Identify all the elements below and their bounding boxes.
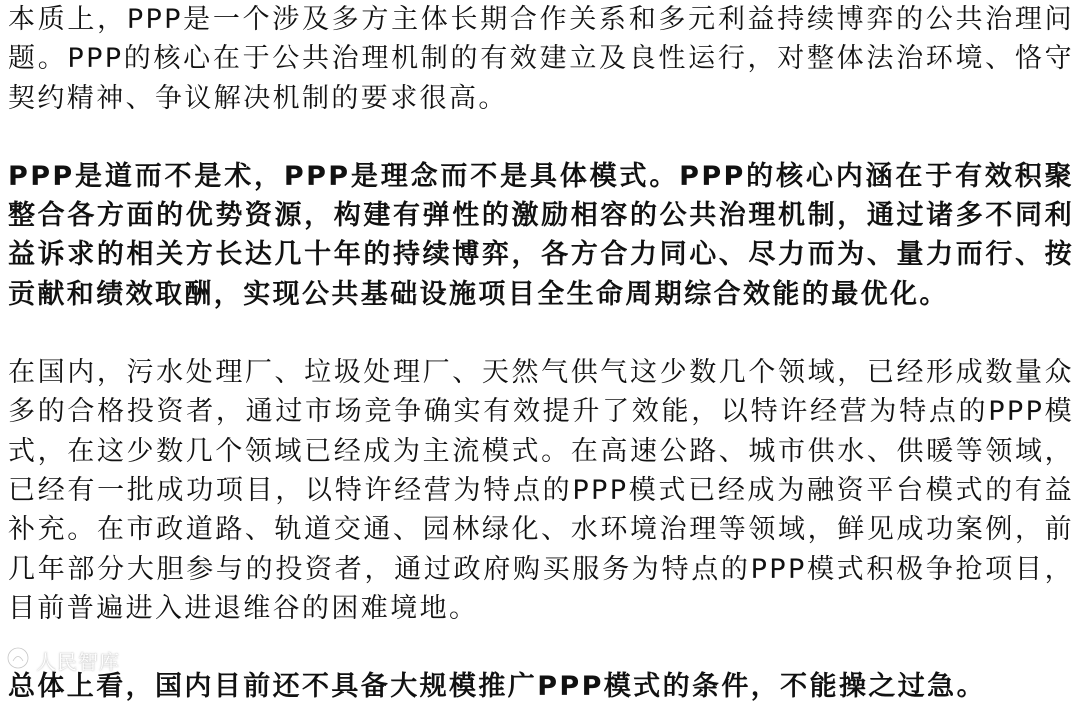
- paragraph-spacer: [8, 628, 1074, 667]
- paragraph-4: 总体上看，国内目前还不具备大规模推广PPP模式的条件，不能操之过急。: [8, 671, 986, 703]
- paragraph-2: PPP是道而不是术，PPP是理念而不是具体模式。PPP的核心内涵在于有效积聚整合各方面的优势资源，构建有弹性的激励相容的公共治理机制，通过诸多不同利益诉求的相关方长达几十年的持续博弈，各方合力同心、尽力而为、量力而行、按贡献和绩效取酬，实现公共基础设施项目全生命周期综合效能的最优化。: [8, 160, 1074, 310]
- paragraph-3: 在国内，污水处理厂、垃圾处理厂、天然气供气这少数几个领域，已经形成数量众多的合格投资者，通过市场竞争确实有效提升了效能，以特许经营为特点的PPP模式，在这少数几个领域已经成为主流模式。在高速公路、城市供水、供暖等领域，已经有一批成功项目，以特许经营为特点的PPP模式已经成为融资平台模式的有益补充。在市政道路、轨道交通、园林绿化、水环境治理等领域，鲜见成功案例，前几年部分大胆参与的投资者，通过政府购买服务为特点的PPP模式积极争抢项目，目前普遍进入进退维谷的困难境地。: [8, 357, 1074, 624]
- paragraph-spacer: [8, 314, 1074, 353]
- paragraph-1: 本质上，PPP是一个涉及多方主体长期合作关系和多元利益持续博弈的公共治理问题。PPP的核心在于公共治理机制的有效建立及良性运行，对整体法治环境、恪守契约精神、争议解决机制的要求很高。: [8, 4, 1074, 114]
- paragraph-spacer: [8, 118, 1074, 157]
- watermark-text: 人民智库: [36, 649, 120, 674]
- article-body: [8, 0, 1074, 706]
